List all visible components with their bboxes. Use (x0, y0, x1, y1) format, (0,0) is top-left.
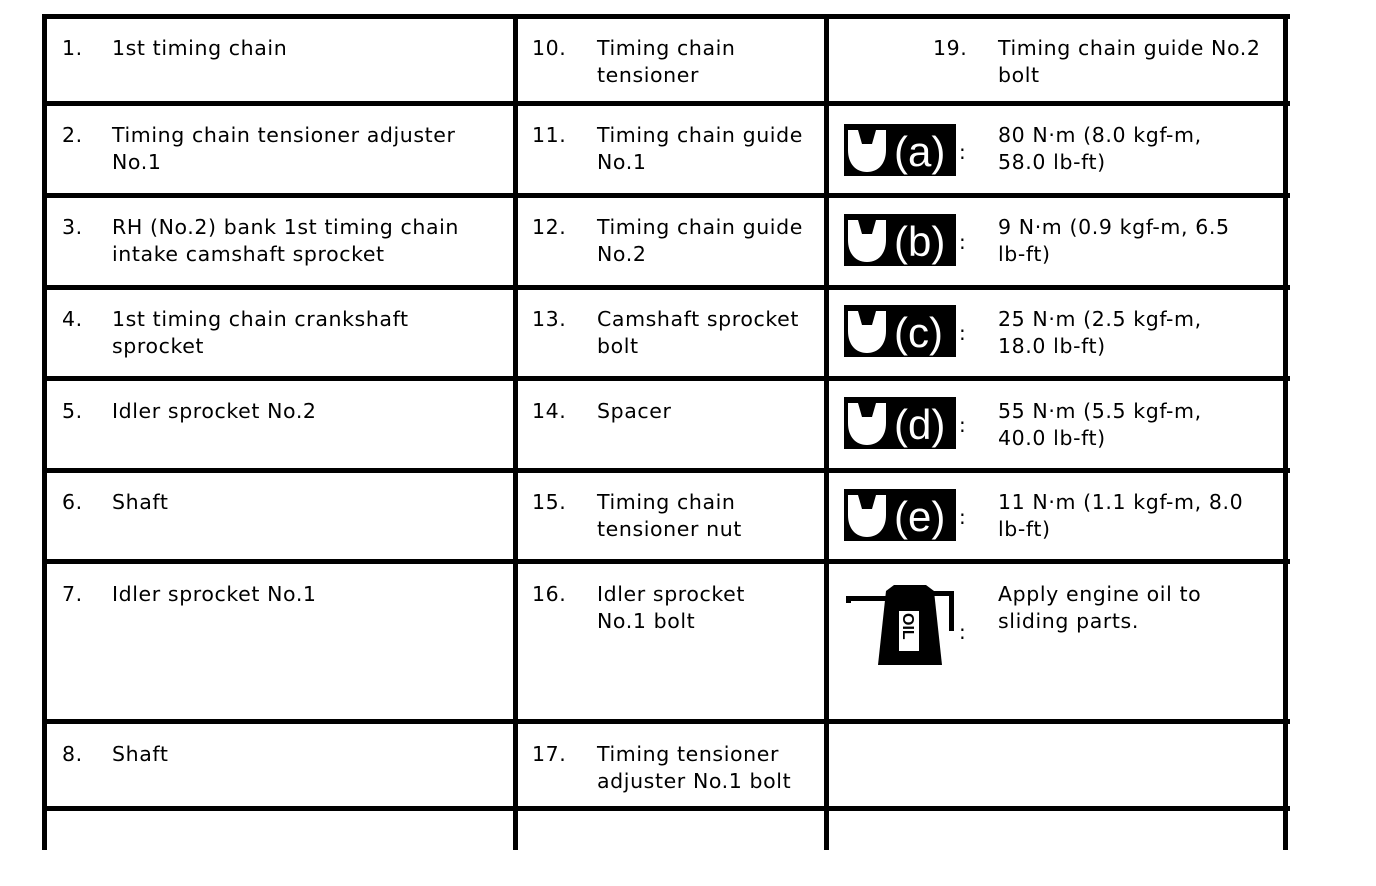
colon: : (959, 413, 966, 437)
torque-value: 18.0 lb-ft) (998, 334, 1106, 358)
item-text: Timing chain (597, 36, 736, 60)
item-number: 1. (62, 36, 83, 60)
item-number: 6. (62, 490, 83, 514)
row-divider (42, 285, 1290, 290)
torque-wrench-icon (844, 214, 956, 266)
item-text: Timing chain tensioner adjuster (112, 123, 456, 147)
item-number: 15. (532, 490, 567, 514)
oil-can-icon (846, 583, 956, 673)
item-number: 13. (532, 307, 567, 331)
item-number: 3. (62, 215, 83, 239)
item-text: bolt (597, 334, 639, 358)
table-border-left (42, 14, 47, 850)
row-divider (42, 719, 1290, 724)
item-text: Timing chain (597, 490, 736, 514)
torque-spec (998, 214, 1230, 268)
torque-wrench-icon (844, 489, 956, 541)
torque-spec (998, 489, 1243, 543)
item-number: 4. (62, 307, 83, 331)
item-text: tensioner nut (597, 517, 742, 541)
torque-value: 55 N·m (5.5 kgf-m, (998, 399, 1202, 423)
colon: : (959, 230, 966, 254)
item-text: Spacer (597, 399, 672, 423)
item-number: 5. (62, 399, 83, 423)
item-text: intake camshaft sprocket (112, 242, 385, 266)
table-border-top (42, 14, 1290, 19)
table-divider-2 (824, 14, 829, 850)
item-text: 1st timing chain crankshaft (112, 307, 409, 331)
torque-letter: (e) (894, 493, 946, 540)
item-text: No.1 (597, 150, 647, 174)
torque-letter: (c) (894, 309, 943, 356)
item-text: bolt (998, 63, 1040, 87)
item-text: Timing chain guide (597, 123, 803, 147)
torque-value: 80 N·m (8.0 kgf-m, (998, 123, 1202, 147)
torque-wrench-icon (844, 124, 956, 176)
torque-value: 25 N·m (2.5 kgf-m, (998, 307, 1202, 331)
item-text: sprocket (112, 334, 205, 358)
item-text: Shaft (112, 742, 169, 766)
torque-letter: (d) (894, 401, 946, 448)
torque-value: lb-ft) (998, 517, 1051, 541)
item-text: Camshaft sprocket (597, 307, 799, 331)
colon: : (959, 620, 966, 644)
torque-value: 11 N·m (1.1 kgf-m, 8.0 (998, 490, 1244, 514)
item-text: Shaft (112, 490, 169, 514)
row-divider (42, 193, 1290, 198)
torque-wrench-icon (844, 397, 956, 449)
item-text: Idler sprocket No.1 (112, 582, 317, 606)
item-text: No.2 (597, 242, 647, 266)
item-number: 16. (532, 582, 567, 606)
oil-note (998, 581, 1201, 635)
item-text: adjuster No.1 bolt (597, 769, 792, 793)
item-text: tensioner (597, 63, 699, 87)
item-text: Idler sprocket (597, 582, 745, 606)
row-divider (42, 468, 1290, 473)
item-text: Timing tensioner (597, 742, 779, 766)
torque-letter: (a) (894, 128, 946, 175)
item-number: 14. (532, 399, 567, 423)
table-divider-1 (513, 14, 518, 850)
row-divider (42, 806, 1290, 811)
item-text: RH (No.2) bank 1st timing chain (112, 215, 460, 239)
torque-spec (998, 122, 1202, 176)
item-number: 8. (62, 742, 83, 766)
colon: : (959, 321, 966, 345)
oil-note-text: sliding parts. (998, 609, 1139, 633)
colon: : (959, 505, 966, 529)
item-number: 19. (933, 36, 968, 60)
colon: : (959, 140, 966, 164)
table-border-right (1283, 14, 1288, 850)
item-text: No.1 bolt (597, 609, 696, 633)
item-text: 1st timing chain (112, 36, 288, 60)
torque-wrench-icon (844, 305, 956, 357)
torque-value: 9 N·m (0.9 kgf-m, 6.5 (998, 215, 1230, 239)
item-number: 11. (532, 123, 567, 147)
row-divider (42, 559, 1290, 564)
oil-note-text: Apply engine oil to (998, 582, 1202, 606)
torque-spec (998, 398, 1202, 452)
item-number: 10. (532, 36, 567, 60)
item-number: 7. (62, 582, 83, 606)
item-number: 17. (532, 742, 567, 766)
item-number: 2. (62, 123, 83, 147)
item-text: No.1 (112, 150, 162, 174)
torque-value: 58.0 lb-ft) (998, 150, 1106, 174)
row-divider (42, 101, 1290, 106)
row-divider (42, 376, 1290, 381)
item-text: Idler sprocket No.2 (112, 399, 317, 423)
oil-label: OIL (899, 613, 916, 640)
item-text: Timing chain guide No.2 (998, 36, 1261, 60)
torque-letter: (b) (894, 218, 946, 265)
item-number: 12. (532, 215, 567, 239)
item-text: Timing chain guide (597, 215, 803, 239)
torque-value: 40.0 lb-ft) (998, 426, 1106, 450)
torque-spec (998, 306, 1202, 360)
torque-value: lb-ft) (998, 242, 1051, 266)
